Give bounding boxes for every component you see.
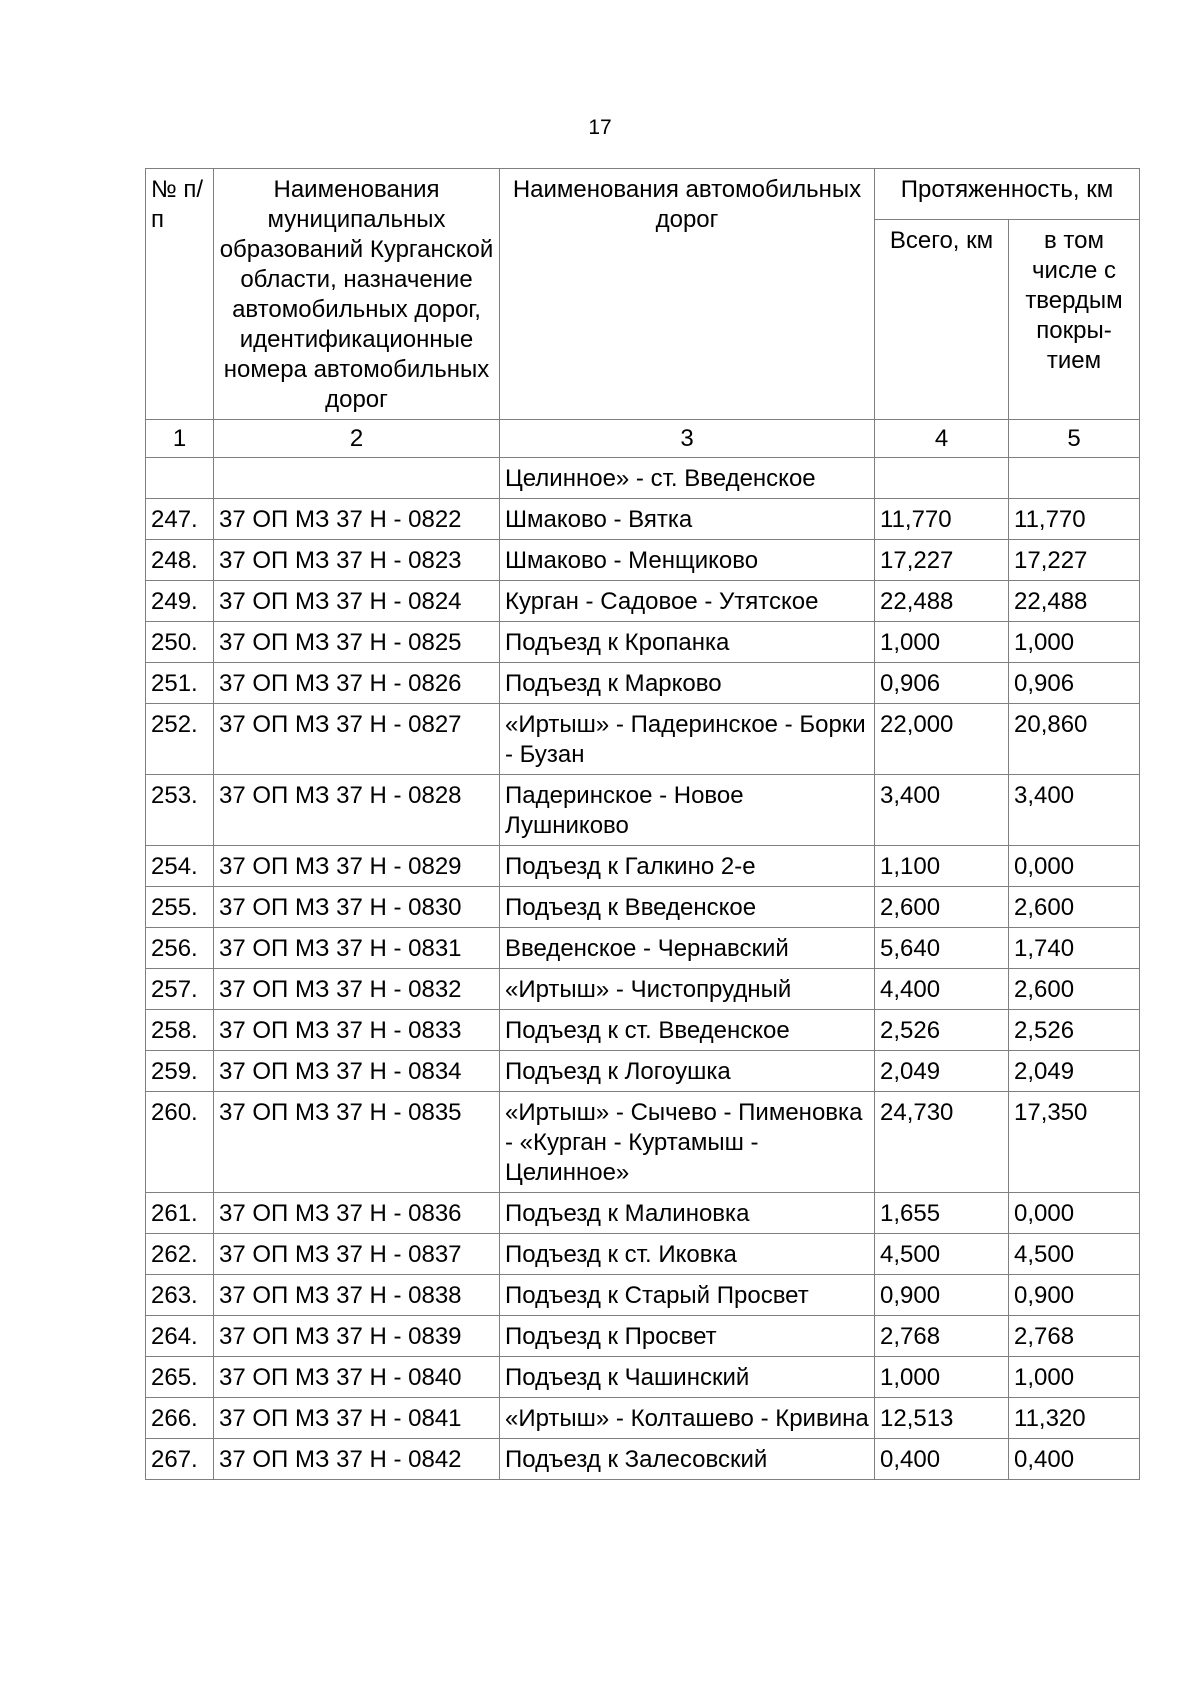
length-total: 2,600 <box>875 887 1009 928</box>
road-id: 37 ОП МЗ 37 Н - 0839 <box>214 1316 500 1357</box>
column-number: 3 <box>500 420 875 458</box>
table-row <box>146 581 1140 622</box>
table-row <box>146 1051 1140 1092</box>
length-paved: 1,000 <box>1009 1357 1140 1398</box>
length-total: 1,000 <box>875 622 1009 663</box>
length-paved: 20,860 <box>1009 704 1140 775</box>
road-id: 37 ОП МЗ 37 Н - 0842 <box>214 1439 500 1480</box>
length-paved <box>1009 458 1140 499</box>
row-number: 265. <box>146 1357 214 1398</box>
row-number: 252. <box>146 704 214 775</box>
length-total: 0,900 <box>875 1275 1009 1316</box>
row-number: 251. <box>146 663 214 704</box>
length-total: 1,100 <box>875 846 1009 887</box>
road-name: Подъезд к Чашинский <box>500 1357 875 1398</box>
road-id: 37 ОП МЗ 37 Н - 0836 <box>214 1193 500 1234</box>
length-paved: 11,320 <box>1009 1398 1140 1439</box>
header-roads: Наименования автомобильных дорог <box>500 169 875 420</box>
road-name: «Иртыш» - Сычево - Пименовка - «Курган - Куртамыш - Целинное» <box>500 1092 875 1193</box>
length-paved: 22,488 <box>1009 581 1140 622</box>
header-num: № п/п <box>146 169 214 420</box>
row-number: 250. <box>146 622 214 663</box>
road-name: Подъезд к Залесовский <box>500 1439 875 1480</box>
row-number: 254. <box>146 846 214 887</box>
length-paved: 17,350 <box>1009 1092 1140 1193</box>
length-paved: 1,000 <box>1009 622 1140 663</box>
road-name: Целинное» - ст. Введенское <box>500 458 875 499</box>
length-paved: 4,500 <box>1009 1234 1140 1275</box>
row-number: 260. <box>146 1092 214 1193</box>
road-id: 37 ОП МЗ 37 Н - 0837 <box>214 1234 500 1275</box>
row-number: 256. <box>146 928 214 969</box>
length-paved: 3,400 <box>1009 775 1140 846</box>
road-id: 37 ОП МЗ 37 Н - 0834 <box>214 1051 500 1092</box>
length-paved: 0,906 <box>1009 663 1140 704</box>
road-id: 37 ОП МЗ 37 Н - 0830 <box>214 887 500 928</box>
page-number: 17 <box>588 116 612 139</box>
road-name: Подъезд к Малиновка <box>500 1193 875 1234</box>
column-number: 4 <box>875 420 1009 458</box>
row-number: 248. <box>146 540 214 581</box>
row-number: 255. <box>146 887 214 928</box>
length-total: 4,400 <box>875 969 1009 1010</box>
road-id: 37 ОП МЗ 37 Н - 0840 <box>214 1357 500 1398</box>
road-name: «Иртыш» - Колташево - Кривина <box>500 1398 875 1439</box>
row-number: 262. <box>146 1234 214 1275</box>
length-total: 1,000 <box>875 1357 1009 1398</box>
header-total: Всего, км <box>875 219 1009 419</box>
length-total: 3,400 <box>875 775 1009 846</box>
road-id: 37 ОП МЗ 37 Н - 0832 <box>214 969 500 1010</box>
length-paved: 2,600 <box>1009 969 1140 1010</box>
column-number: 5 <box>1009 420 1140 458</box>
road-name: Шмаково - Вятка <box>500 499 875 540</box>
table-row <box>146 458 1140 499</box>
road-id: 37 ОП МЗ 37 Н - 0824 <box>214 581 500 622</box>
row-number: 259. <box>146 1051 214 1092</box>
header-paved: в том числе с твердым покры-тием <box>1009 219 1140 419</box>
table-header <box>146 169 1140 458</box>
row-number: 264. <box>146 1316 214 1357</box>
road-name: Подъезд к Старый Просвет <box>500 1275 875 1316</box>
row-number <box>146 458 214 499</box>
length-paved: 0,000 <box>1009 846 1140 887</box>
length-total: 24,730 <box>875 1092 1009 1193</box>
header-length: Протяженность, км <box>875 169 1140 220</box>
road-id: 37 ОП МЗ 37 Н - 0841 <box>214 1398 500 1439</box>
road-id: 37 ОП МЗ 37 Н - 0831 <box>214 928 500 969</box>
table-row <box>146 969 1140 1010</box>
length-total: 22,000 <box>875 704 1009 775</box>
row-number: 263. <box>146 1275 214 1316</box>
length-total: 0,906 <box>875 663 1009 704</box>
row-number: 247. <box>146 499 214 540</box>
road-id: 37 ОП МЗ 37 Н - 0827 <box>214 704 500 775</box>
row-number: 266. <box>146 1398 214 1439</box>
row-number: 249. <box>146 581 214 622</box>
road-id: 37 ОП МЗ 37 Н - 0828 <box>214 775 500 846</box>
road-id <box>214 458 500 499</box>
road-id: 37 ОП МЗ 37 Н - 0833 <box>214 1010 500 1051</box>
table-row <box>146 1275 1140 1316</box>
road-name: Введенское - Чернавский <box>500 928 875 969</box>
length-paved: 0,000 <box>1009 1193 1140 1234</box>
length-total: 12,513 <box>875 1398 1009 1439</box>
length-paved: 0,400 <box>1009 1439 1140 1480</box>
table-row <box>146 1234 1140 1275</box>
table-row <box>146 622 1140 663</box>
road-name: «Иртыш» - Падеринское - Борки - Бузан <box>500 704 875 775</box>
length-total: 11,770 <box>875 499 1009 540</box>
table-row <box>146 1193 1140 1234</box>
road-name: Подъезд к ст. Иковка <box>500 1234 875 1275</box>
length-paved: 0,900 <box>1009 1275 1140 1316</box>
table-row <box>146 1010 1140 1051</box>
length-paved: 1,740 <box>1009 928 1140 969</box>
road-id: 37 ОП МЗ 37 Н - 0823 <box>214 540 500 581</box>
road-name: Падеринское - Новое Лушниково <box>500 775 875 846</box>
road-id: 37 ОП МЗ 37 Н - 0829 <box>214 846 500 887</box>
column-number-row <box>146 420 1140 458</box>
road-name: Подъезд к Галкино 2-е <box>500 846 875 887</box>
table-row <box>146 928 1140 969</box>
row-number: 258. <box>146 1010 214 1051</box>
road-name: Подъезд к ст. Введенское <box>500 1010 875 1051</box>
road-id: 37 ОП МЗ 37 Н - 0822 <box>214 499 500 540</box>
table-row <box>146 704 1140 775</box>
table-row <box>146 775 1140 846</box>
road-name: Подъезд к Марково <box>500 663 875 704</box>
length-paved: 2,600 <box>1009 887 1140 928</box>
road-id: 37 ОП МЗ 37 Н - 0835 <box>214 1092 500 1193</box>
table-row <box>146 846 1140 887</box>
length-paved: 11,770 <box>1009 499 1140 540</box>
length-total: 2,768 <box>875 1316 1009 1357</box>
row-number: 253. <box>146 775 214 846</box>
length-paved: 2,049 <box>1009 1051 1140 1092</box>
road-id: 37 ОП МЗ 37 Н - 0825 <box>214 622 500 663</box>
row-number: 257. <box>146 969 214 1010</box>
column-number: 1 <box>146 420 214 458</box>
table-body <box>146 458 1140 1480</box>
row-number: 267. <box>146 1439 214 1480</box>
table-row <box>146 499 1140 540</box>
table-row <box>146 1092 1140 1193</box>
length-paved: 17,227 <box>1009 540 1140 581</box>
table-row <box>146 1316 1140 1357</box>
road-name: Шмаково - Менщиково <box>500 540 875 581</box>
table-row <box>146 1398 1140 1439</box>
road-name: Курган - Садовое - Утятское <box>500 581 875 622</box>
road-name: Подъезд к Кропанка <box>500 622 875 663</box>
row-number: 261. <box>146 1193 214 1234</box>
table-row <box>146 887 1140 928</box>
road-name: «Иртыш» - Чистопрудный <box>500 969 875 1010</box>
table-row <box>146 1357 1140 1398</box>
length-total: 1,655 <box>875 1193 1009 1234</box>
road-name: Подъезд к Просвет <box>500 1316 875 1357</box>
length-total <box>875 458 1009 499</box>
roads-table <box>145 168 1140 1480</box>
length-total: 0,400 <box>875 1439 1009 1480</box>
length-total: 22,488 <box>875 581 1009 622</box>
length-total: 4,500 <box>875 1234 1009 1275</box>
header-municipal: Наименования муниципальных образований Курганской области, назначение автомобильных дорог, идентификационные номера автомобильных дорог <box>214 169 500 420</box>
column-number: 2 <box>214 420 500 458</box>
length-total: 5,640 <box>875 928 1009 969</box>
table-row <box>146 663 1140 704</box>
length-paved: 2,526 <box>1009 1010 1140 1051</box>
length-total: 17,227 <box>875 540 1009 581</box>
length-paved: 2,768 <box>1009 1316 1140 1357</box>
length-total: 2,049 <box>875 1051 1009 1092</box>
road-name: Подъезд к Логоушка <box>500 1051 875 1092</box>
table-row <box>146 1439 1140 1480</box>
length-total: 2,526 <box>875 1010 1009 1051</box>
table-row <box>146 540 1140 581</box>
road-name: Подъезд к Введенское <box>500 887 875 928</box>
road-id: 37 ОП МЗ 37 Н - 0838 <box>214 1275 500 1316</box>
road-id: 37 ОП МЗ 37 Н - 0826 <box>214 663 500 704</box>
